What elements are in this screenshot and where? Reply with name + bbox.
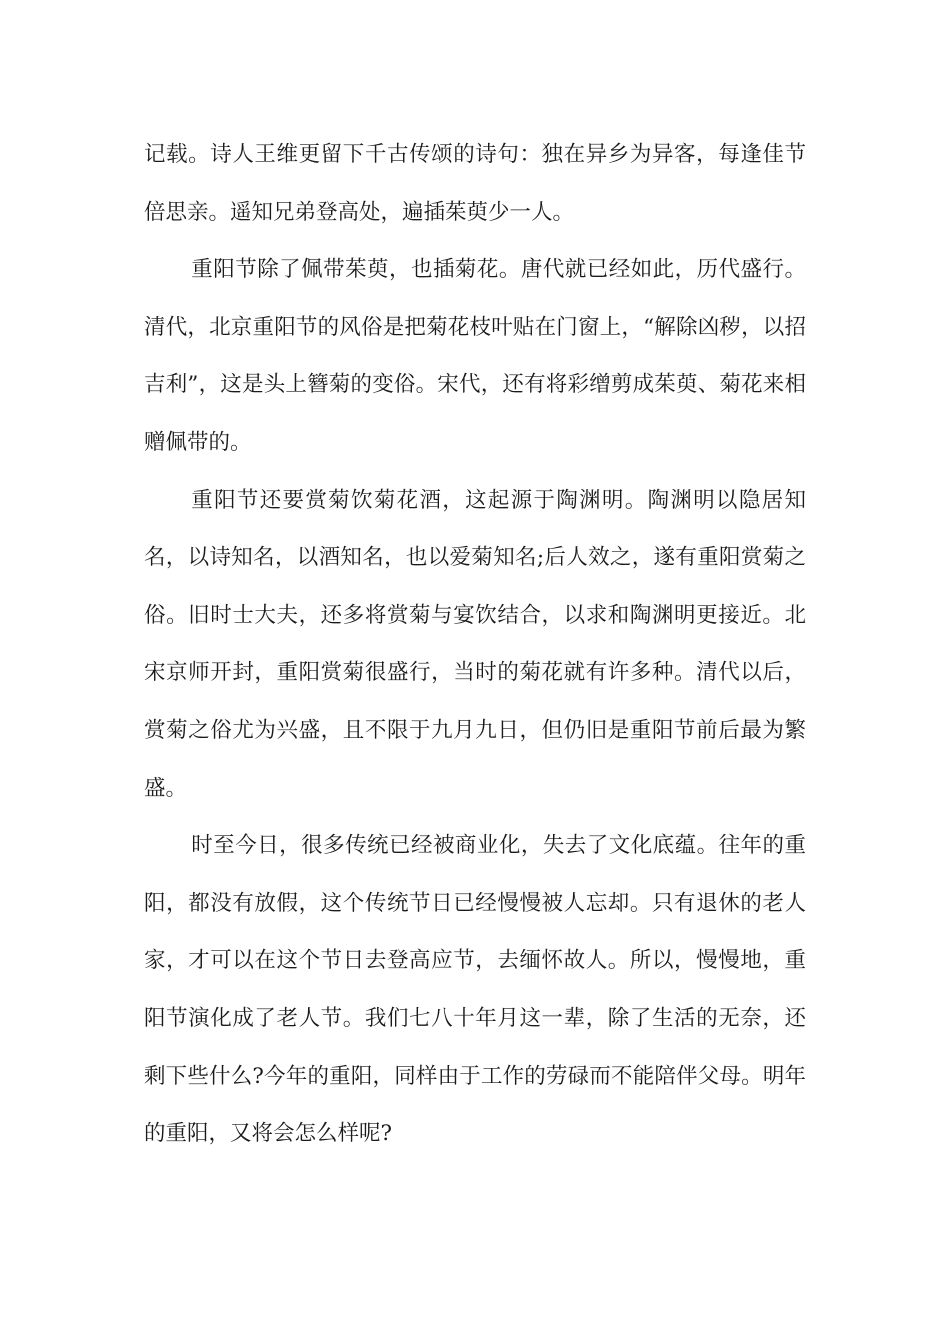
paragraph-chrysanthemum-wine: 重阳节还要赏菊饮菊花酒，这起源于陶渊明。陶渊明以隐居知名，以诗知名，以酒知名，也以爱菊知名;后人效之，遂有重阳赏菊之俗。旧时士大夫，还多将赏菊与宴饮结合，以求和陶渊明更接近。北宋京师开封，重阳赏菊很盛行，当时的菊花就有许多种。清代以后，赏菊之俗尤为兴盛，且不限于九月九日，但仍旧是重阳节前后最为繁盛。 xyxy=(144,487,806,801)
document-body xyxy=(144,126,806,1163)
paragraph-continued: 记载。诗人王维更留下千古传颂的诗句：独在异乡为异客，每逢佳节倍思亲。遥知兄弟登高处，遍插茱萸少一人。 xyxy=(144,142,806,225)
paragraph-chrysanthemum-custom: 重阳节除了佩带茱萸，也插菊花。唐代就已经如此，历代盛行。清代，北京重阳节的风俗是把菊花枝叶贴在门窗上，“解除凶秽，以招吉利”，这是头上簪菊的变俗。宋代，还有将彩缯剪成茱萸、菊花来相赠佩带的。 xyxy=(144,257,806,455)
paragraph-modern-reflection: 时至今日，很多传统已经被商业化，失去了文化底蕴。往年的重阳，都没有放假，这个传统节日已经慢慢被人忘却。只有退休的老人家，才可以在这个节日去登高应节，去缅怀故人。所以，慢慢地，重阳节演化成了老人节。我们七八十年月这一辈，除了生活的无奈，还剩下些什么?今年的重阳，同样由于工作的劳碌而不能陪伴父母。明年的重阳，又将会怎么样呢? xyxy=(144,833,806,1147)
